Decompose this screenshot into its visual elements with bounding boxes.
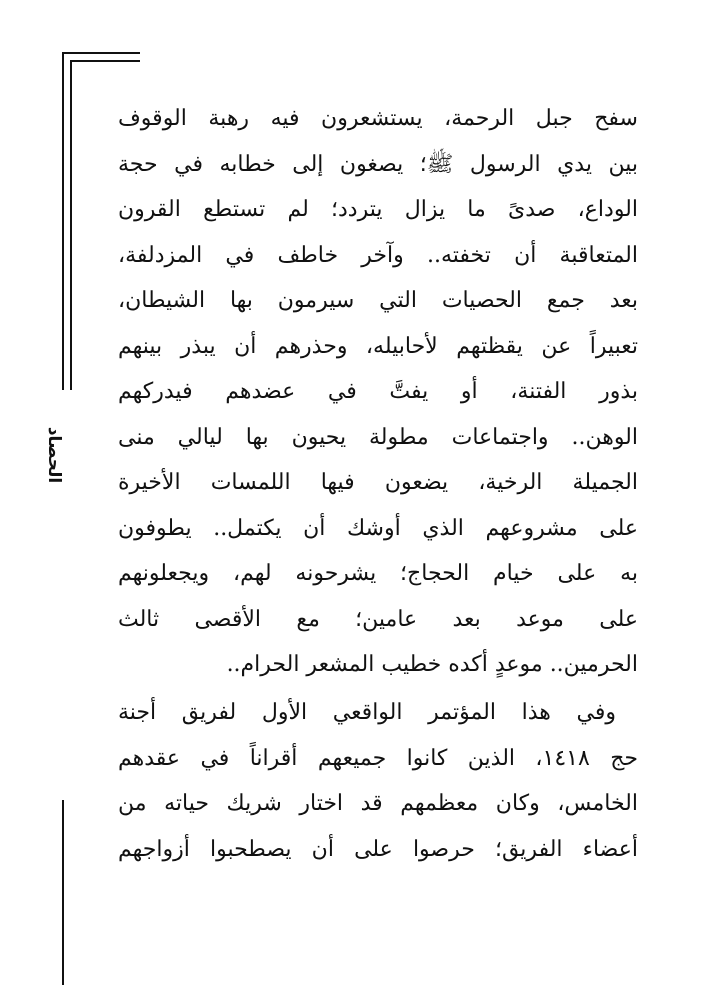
text-line: على مشروعهم الذي أوشك أن يكتمل.. يطوفون (118, 515, 638, 541)
running-header (36, 400, 72, 510)
frame-bottom-left (62, 800, 64, 985)
frame-top-outer (62, 52, 140, 54)
text-line: بين يدي الرسول ﷺ؛ يصغون إلى خطابه في حجة (118, 151, 638, 177)
text-line: حج ١٤١٨، الذين كانوا جميعهم أقراناً في عقدهم (118, 745, 639, 771)
running-header-text: الحصاد (44, 426, 65, 484)
text-line: الجميلة الرخية، يضعون فيها اللمسات الأخيرة (118, 470, 638, 495)
frame-left-outer (62, 52, 64, 390)
text-line: بذور الفتنة، أو يفتَّ في عضدهم فيدركهم (118, 379, 638, 404)
text-line: على موعد بعد عامين؛ مع الأقصى ثالث (118, 606, 638, 632)
text-line: الحرمين.. موعدٍ أكده خطيب المشعر الحرام.. (226, 652, 638, 677)
paragraph-2 (118, 690, 638, 872)
frame-left-inner (70, 60, 72, 390)
text-line: الوداع، صدىً ما يزال يتردد؛ لم تستطع القرون (118, 197, 638, 222)
frame-top-inner (70, 60, 140, 62)
text-line: سفح جبل الرحمة، يستشعرون فيه رهبة الوقوف (118, 106, 638, 131)
text-line: الخامس، وكان معظمهم قد اختار شريك حياته من (118, 791, 638, 816)
text-line: تعبيراً عن يقظتهم لأحابيله، وحذرهم أن يبذر بينهم (118, 333, 638, 359)
text-line: به على خيام الحجاج؛ يشرحونه لهم، ويجعلونهم (118, 561, 638, 586)
text-line: المتعاقبة أن تخفته.. وآخر خاطف في المزدلفة، (118, 242, 638, 268)
text-line: الوهن.. واجتماعات مطولة يحيون بها ليالي منى (118, 424, 638, 450)
text-line: أعضاء الفريق؛ حرصوا على أن يصطحبوا أزواجهم (118, 836, 638, 862)
text-line: بعد جمع الحصيات التي سيرمون بها الشيطان، (118, 288, 638, 313)
paragraph-1 (118, 96, 638, 688)
text-line: وفي هذا المؤتمر الواقعي الأول لفريق أجنة (118, 700, 616, 725)
